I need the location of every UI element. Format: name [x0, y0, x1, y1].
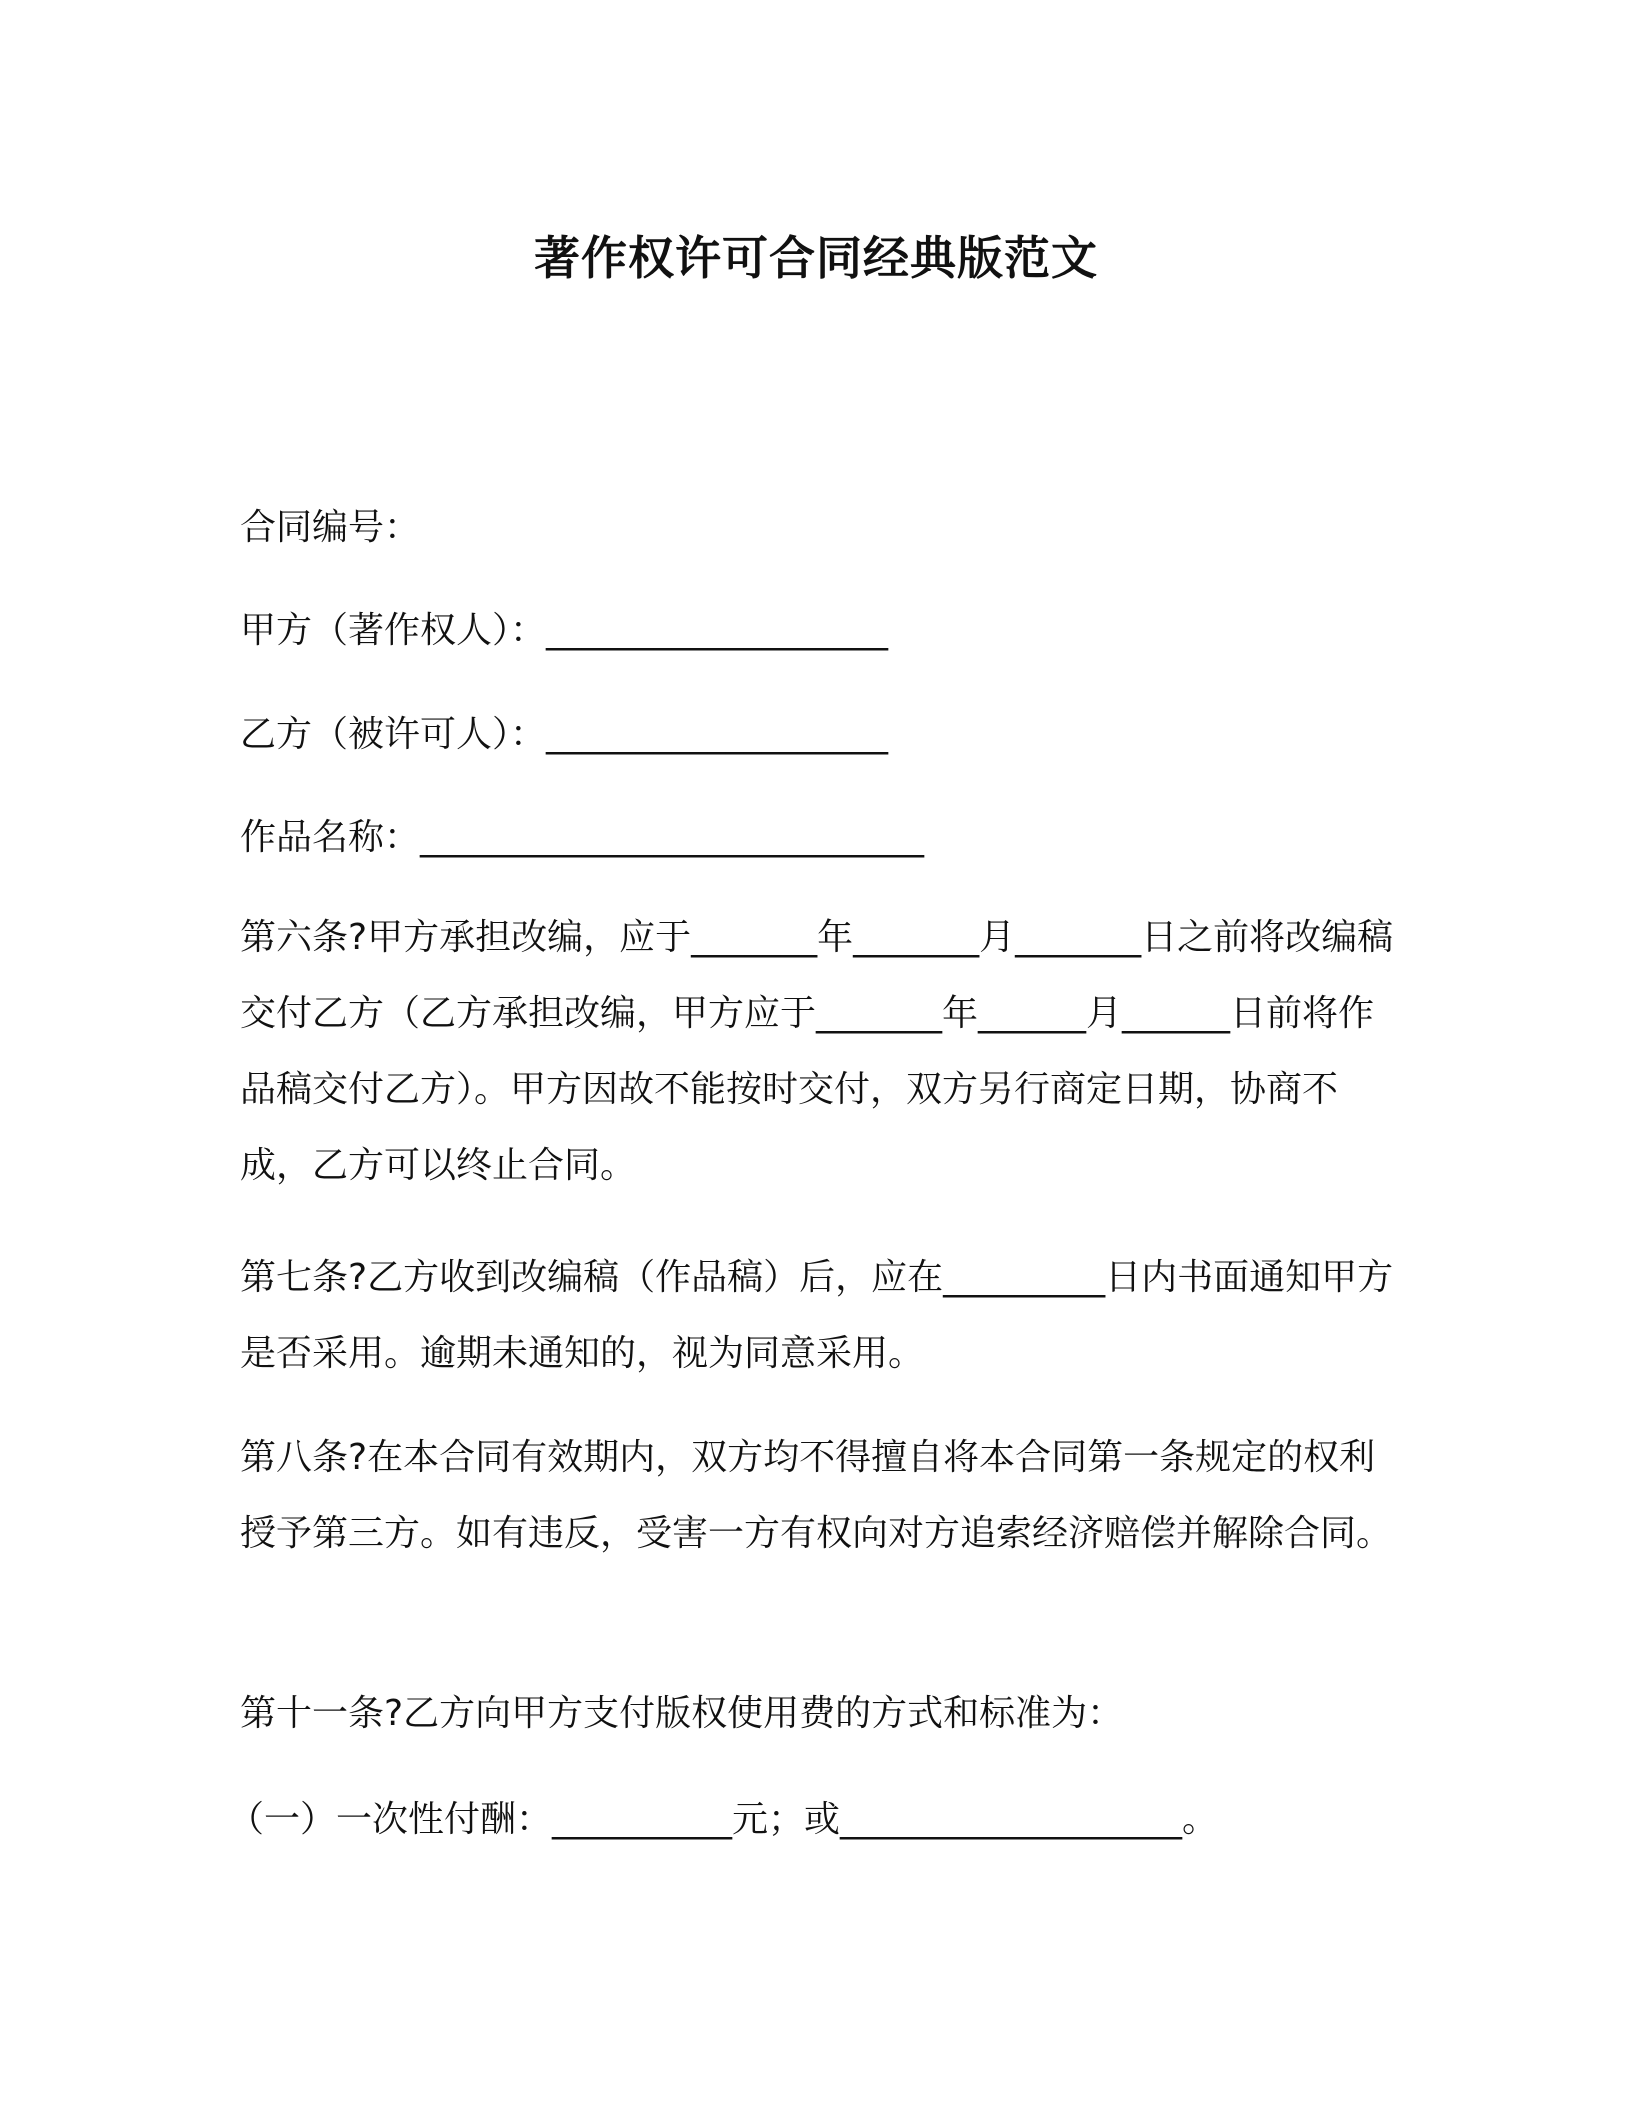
party-a-line: 甲方（著作权人）：___________________	[240, 610, 889, 651]
party-b-line: 乙方（被许可人）：___________________	[240, 714, 889, 755]
document-title: 著作权许可合同经典版范文	[534, 231, 1098, 285]
payment-item-1: （一）一次性付酬：__________元；或___________________。	[228, 1799, 1219, 1840]
article-8-paragraph: 第八条?在本合同有效期内，双方均不得擅自将本合同第一条规定的权利授予第三方。如有违反，受害一方有权向对方追索经济赔偿并解除合同。	[240, 1437, 1393, 1554]
contract-number-line: 合同编号：	[240, 507, 421, 548]
article-11-paragraph: 第十一条?乙方向甲方支付版权使用费的方式和标准为：	[240, 1693, 1124, 1734]
work-name-line: 作品名称：____________________________	[240, 817, 925, 858]
article-7-paragraph: 第七条?乙方收到改编稿（作品稿）后，应在_________日内书面通知甲方是否采用。逾期未通知的，视为同意采用。	[240, 1257, 1394, 1374]
article-6-paragraph: 第六条?甲方承担改编，应于_______年_______月_______日之前将改编稿交付乙方（乙方承担改编，甲方应于_______年______月______日前将作品稿交付乙方）。甲方因故不能按时交付，双方另行商定日期，协商不成，乙方可以终止合同。	[240, 917, 1394, 1186]
